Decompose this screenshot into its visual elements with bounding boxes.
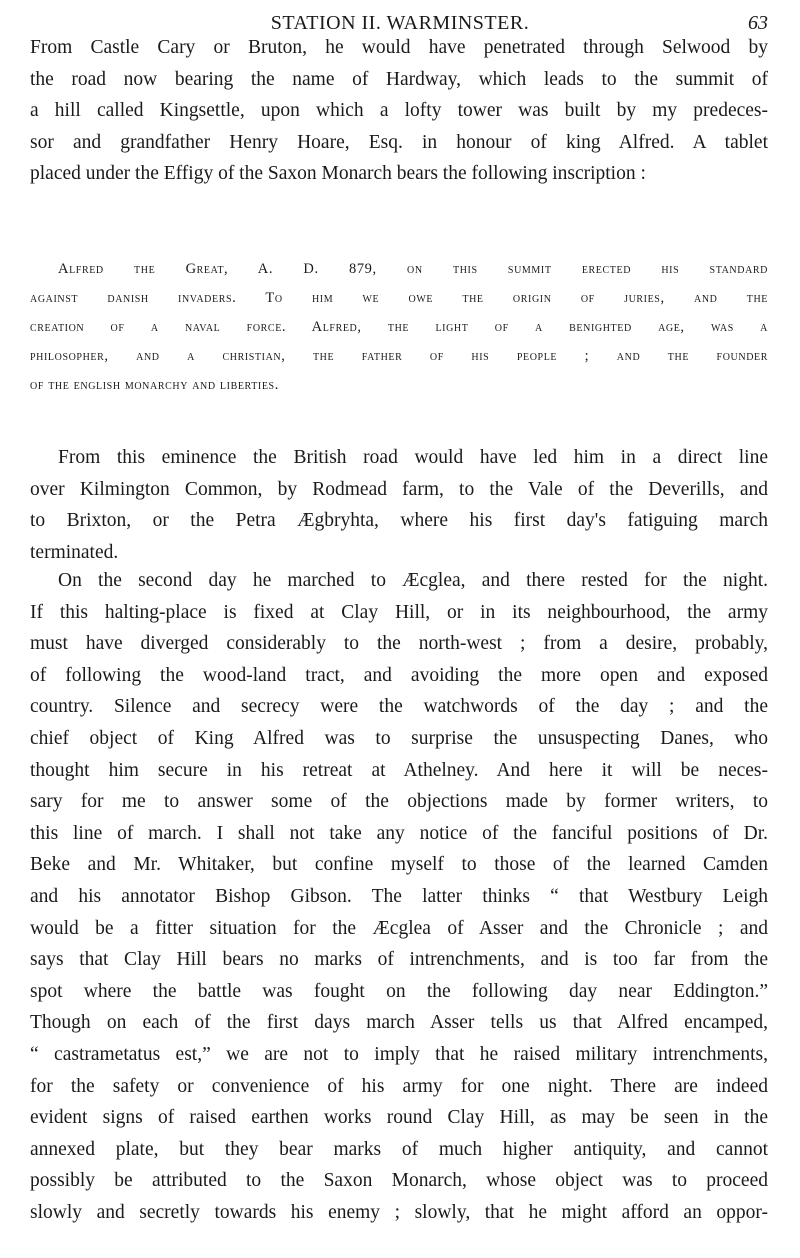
- text-line: possibly be attributed to the Saxon Monarch, whose object was to proceed: [30, 1170, 768, 1192]
- text-line: “ castrametatus est,” we are not to imply that he raised military intrenchments,: [30, 1043, 768, 1065]
- page-header-title: STATION II. WARMINSTER.: [270, 12, 530, 34]
- text-line: thought him secure in his retreat at Athelney. And here it will be neces-: [30, 759, 768, 781]
- text-line: sary for me to answer some of the objections made by former writers, to: [30, 791, 768, 813]
- paragraph: [30, 32, 768, 190]
- text-line: says that Clay Hill bears no marks of intrenchments, and is too far from the: [30, 949, 768, 971]
- text-line: of following the wood-land tract, and avoiding the more open and exposed: [30, 664, 768, 686]
- text-line: and his annotator Bishop Gibson. The latter thinks “ that Westbury Leigh: [30, 885, 768, 907]
- text-line: Alfred the Great, A. D. 879, on this summit erected his standard: [58, 261, 768, 277]
- text-line: spot where the battle was fought on the following day near Eddington.”: [30, 980, 768, 1002]
- text-line: creation of a naval force. Alfred, the light of a benighted age, was a: [30, 319, 768, 335]
- text-line: a hill called Kingsettle, upon which a lofty tower was built by my predeces-: [30, 100, 768, 122]
- text-line: On the second day he marched to Æcglea, and there rested for the night.: [58, 570, 768, 591]
- text-line: If this halting-place is fixed at Clay Hill, or in its neighbourhood, the army: [30, 601, 768, 623]
- text-line: sor and grandfather Henry Hoare, Esq. in honour of king Alfred. A tablet: [30, 131, 768, 153]
- text-line: for the safety or convenience of his army for one night. There are indeed: [30, 1075, 768, 1097]
- text-line: From Castle Cary or Bruton, he would have penetrated through Selwood by: [30, 37, 768, 58]
- text-line: Beke and Mr. Whitaker, but confine myself to those of the learned Camden: [30, 854, 768, 876]
- text-line: chief object of King Alfred was to surprise the unsuspecting Danes, who: [30, 727, 768, 749]
- text-line: the road now bearing the name of Hardway, which leads to the summit of: [30, 68, 768, 90]
- text-line: of the english monarchy and liberties.: [30, 377, 279, 393]
- text-line: must have diverged considerably to the north-west ; from a desire, probably,: [30, 633, 768, 655]
- text-line: terminated.: [30, 541, 119, 563]
- text-line: this line of march. I shall not take any notice of the fanciful positions of Dr.: [30, 822, 768, 844]
- text-line: placed under the Effigy of the Saxon Monarch bears the following inscription :: [30, 163, 646, 185]
- text-line: Though on each of the first days march Asser tells us that Alfred encamped,: [30, 1012, 768, 1034]
- text-line: From this eminence the British road would have led him in a direct line: [58, 447, 768, 468]
- text-line: country. Silence and secrecy were the watchwords of the day ; and the: [30, 696, 768, 718]
- text-line: annexed plate, but they bear marks of much higher antiquity, and cannot: [30, 1138, 768, 1160]
- paragraph: [30, 565, 768, 1228]
- text-line: evident signs of raised earthen works round Clay Hill, as may be seen in the: [30, 1107, 768, 1129]
- text-line: would be a fitter situation for the Æcglea of Asser and the Chronicle ; and: [30, 917, 768, 939]
- text-line: to Brixton, or the Petra Ægbryhta, where his first day's fatiguing march: [30, 510, 768, 532]
- text-line: slowly and secretly towards his enemy ; slowly, that he might afford an oppor-: [30, 1201, 768, 1223]
- inscription-block: [30, 255, 768, 400]
- text-line: against danish invaders. To him we owe the origin of juries, and the: [30, 290, 768, 306]
- text-line: philosopher, and a christian, the father of his people ; and the founder: [30, 348, 768, 364]
- text-line: over Kilmington Common, by Rodmead farm, to the Vale of the Deverills, and: [30, 478, 768, 500]
- paragraph: [30, 442, 768, 568]
- page-number: 63: [748, 12, 768, 34]
